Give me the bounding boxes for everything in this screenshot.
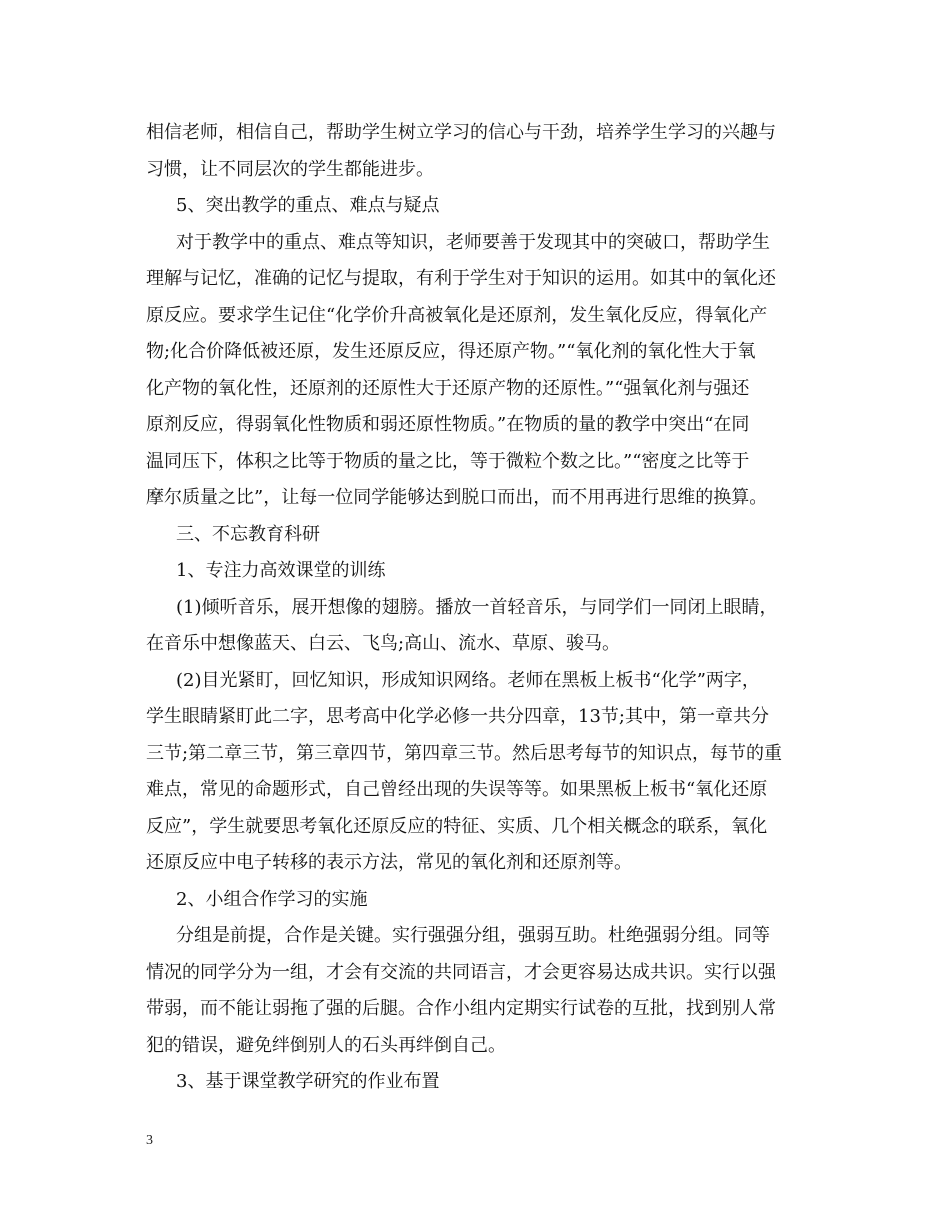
page-number: 3 [146,1133,153,1148]
text-line: 原反应。要求学生记住“化学价升高被氧化是还原剂，发生氧化反应，得氧化产 [146,304,768,326]
text-line: 温同压下，体积之比等于物质的量之比，等于微粒个数之比。”“密度之比等于 [146,450,750,472]
text-line: 学生眼睛紧盯此二字，思考高中化学必修一共分四章，13节;其中，第一章共分 [146,706,769,727]
text-line: 对于教学中的重点、难点等知识，老师要善于发现其中的突破口，帮助学生 [176,231,770,253]
text-line: 5、突出教学的重点、难点与疑点 [176,195,440,216]
text-line: 理解与记忆，准确的记忆与提取，有利于学生对于知识的运用。如其中的氧化还 [146,268,776,289]
text-line: 三、不忘教育科研 [176,523,320,545]
text-line: 原剂反应，得弱氧化性物质和弱还原性物质。”在物质的量的教学中突出“在同 [146,414,750,435]
text-line: 三节;第二章三节，第三章四节，第四章三节。然后思考每节的知识点，每节的重 [146,742,783,764]
text-line: 难点，常见的命题形式，自己曾经出现的失误等等。如果黑板上板书“氧化还原 [146,779,768,800]
text-line: 2、小组合作学习的实施 [176,888,368,910]
text-line: 分组是前提，合作是关键。实行强强分组，强弱互助。杜绝强弱分组。同等 [176,925,770,946]
text-line: 带弱，而不能让弱拖了强的后腿。合作小组内定期实行试卷的互批，找到别人常 [146,998,776,1019]
text-line: 情况的同学分为一组，才会有交流的共同语言，才会更容易达成共识。实行以强 [146,961,776,983]
text-line: 在音乐中想像蓝天、白云、飞鸟;高山、流水、草原、骏马。 [146,633,621,654]
document-body [146,115,816,1101]
text-line: 物;化合价降低被还原，发生还原反应，得还原产物。”“氧化剂的氧化性大于氧 [146,341,756,362]
text-line: 化产物的氧化性，还原剂的还原性大于还原产物的还原性。”“强氧化剂与强还 [146,377,750,399]
text-line: 1、专注力高效课堂的训练 [176,560,386,581]
text-line: (2)目光紧盯，回忆知识，形成知识网络。老师在黑板上板书“化学”两字， [176,669,760,691]
text-line: 习惯，让不同层次的学生都能进步。 [146,158,434,180]
text-line: 相信老师，相信自己，帮助学生树立学习的信心与干劲，培养学生学习的兴趣与 [146,122,776,143]
text-line: 摩尔质量之比”，让每一位同学能够达到脱口而出，而不用再进行思维的换算。 [146,487,768,508]
text-line: (1)倾听音乐，展开想像的翅膀。播放一首轻音乐，与同学们一同闭上眼睛， [176,596,778,618]
text-line: 还原反应中电子转移的表示方法，常见的氧化剂和还原剂等。 [146,852,632,873]
text-line: 反应”，学生就要思考氧化还原反应的特征、实质、几个相关概念的联系，氧化 [146,815,768,837]
text-line: 犯的错误，避免绊倒别人的石头再绊倒自己。 [146,1034,506,1056]
text-line: 3、基于课堂教学研究的作业布置 [176,1071,440,1092]
